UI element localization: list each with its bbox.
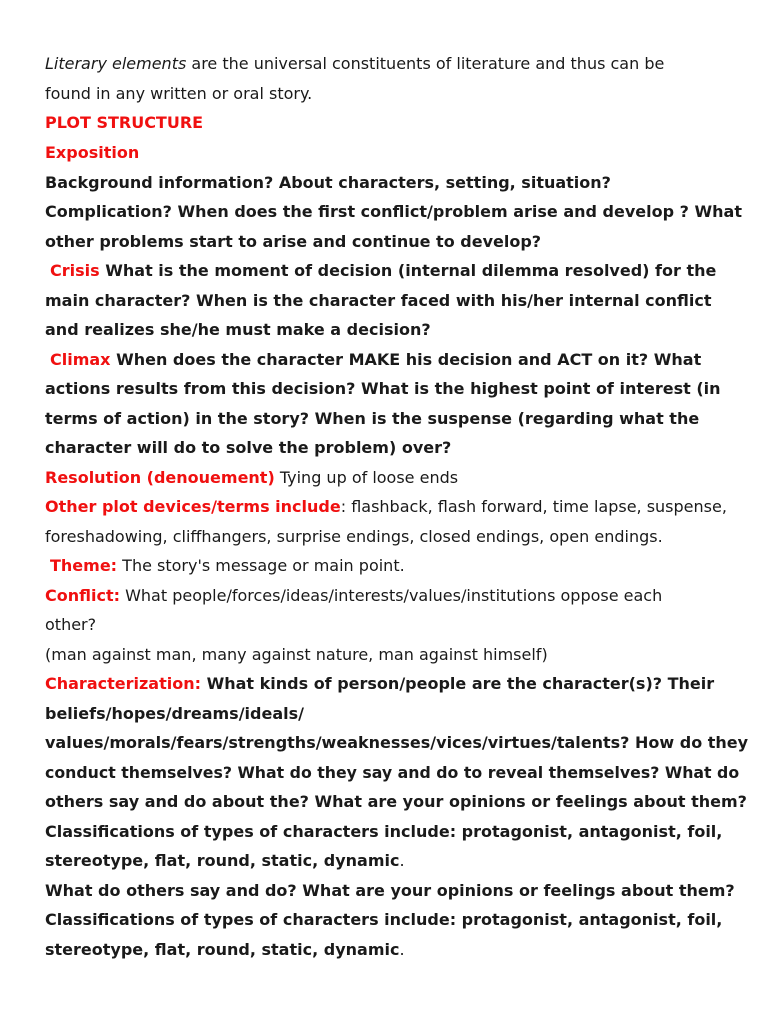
devices-text-1: : flashback, flash forward, time lapse, suspense, bbox=[340, 497, 727, 516]
characterization-line-9: Classifications of types of characters include: protagonist, antagonist, foil, bbox=[45, 910, 723, 929]
characterization-line-10 bbox=[45, 935, 405, 965]
climax-term: Climax bbox=[50, 350, 111, 369]
characterization-text-1: What kinds of person/people are the character(s)? Their bbox=[201, 674, 715, 693]
crisis-line-3: and realizes she/he must make a decision? bbox=[45, 320, 431, 339]
conflict-line-1 bbox=[45, 581, 662, 611]
characterization-line-6: Classifications of types of characters include: protagonist, antagonist, foil, bbox=[45, 822, 723, 841]
intro-term: Literary elements bbox=[45, 54, 187, 73]
conflict-line-3: (man against man, many against nature, man against himself) bbox=[45, 645, 548, 664]
climax-line-3: terms of action) in the story? When is the suspense (regarding what the bbox=[45, 409, 700, 428]
characterization-line-3: values/morals/fears/strengths/weaknesses/vices/virtues/talents? How do they bbox=[45, 733, 749, 752]
complication-line-2: other problems start to arise and continue to develop? bbox=[45, 232, 542, 251]
plot-structure-heading: PLOT STRUCTURE bbox=[45, 113, 204, 132]
theme-text: The story's message or main point. bbox=[117, 556, 405, 575]
crisis-line-1 bbox=[45, 256, 716, 286]
devices-line-1 bbox=[45, 492, 727, 522]
exposition-text: Background information? About characters, setting, situation? bbox=[45, 173, 611, 192]
characterization-line-1 bbox=[45, 669, 714, 699]
period: . bbox=[399, 940, 405, 959]
characterization-line-8: What do others say and do? What are your opinions or feelings about them? bbox=[45, 881, 735, 900]
resolution-term: Resolution (denouement) bbox=[45, 468, 275, 487]
crisis-term: Crisis bbox=[50, 261, 100, 280]
crisis-line-2: main character? When is the character faced with his/her internal conflict bbox=[45, 291, 712, 310]
period: . bbox=[399, 851, 405, 870]
devices-term: Other plot devices/terms include bbox=[45, 497, 341, 516]
devices-line-2: foreshadowing, cliffhangers, surprise endings, closed endings, open endings. bbox=[45, 527, 663, 546]
intro-line-1 bbox=[45, 49, 664, 79]
resolution-line bbox=[45, 463, 458, 493]
characterization-text-10: stereotype, flat, round, static, dynamic bbox=[45, 940, 400, 959]
resolution-text: Tying up of loose ends bbox=[274, 468, 459, 487]
characterization-line-5: others say and do about the? What are your opinions or feelings about them? bbox=[45, 792, 747, 811]
exposition-heading: Exposition bbox=[45, 143, 140, 162]
characterization-line-2: beliefs/hopes/dreams/ideals/ bbox=[45, 704, 304, 723]
climax-text-1: When does the character MAKE his decision and ACT on it? What bbox=[110, 350, 702, 369]
characterization-line-7 bbox=[45, 846, 405, 876]
crisis-text-1: What is the moment of decision (internal dilemma resolved) for the bbox=[99, 261, 717, 280]
climax-line-2: actions results from this decision? What is the highest point of interest (in bbox=[45, 379, 721, 398]
conflict-line-2: other? bbox=[45, 615, 97, 634]
intro-text-1: are the universal constituents of literature and thus can be bbox=[186, 54, 665, 73]
characterization-term: Characterization: bbox=[45, 674, 201, 693]
theme-term: Theme: bbox=[50, 556, 118, 575]
theme-line bbox=[45, 551, 405, 581]
intro-line-2: found in any written or oral story. bbox=[45, 84, 313, 103]
characterization-text-7: stereotype, flat, round, static, dynamic bbox=[45, 851, 400, 870]
climax-line-4: character will do to solve the problem) over? bbox=[45, 438, 452, 457]
complication-line-1: Complication? When does the first conflict/problem arise and develop ? What bbox=[45, 202, 742, 221]
climax-line-1 bbox=[45, 345, 701, 375]
conflict-term: Conflict: bbox=[45, 586, 120, 605]
characterization-line-4: conduct themselves? What do they say and do to reveal themselves? What do bbox=[45, 763, 740, 782]
conflict-text-1: What people/forces/ideas/interests/values/institutions oppose each bbox=[120, 586, 663, 605]
